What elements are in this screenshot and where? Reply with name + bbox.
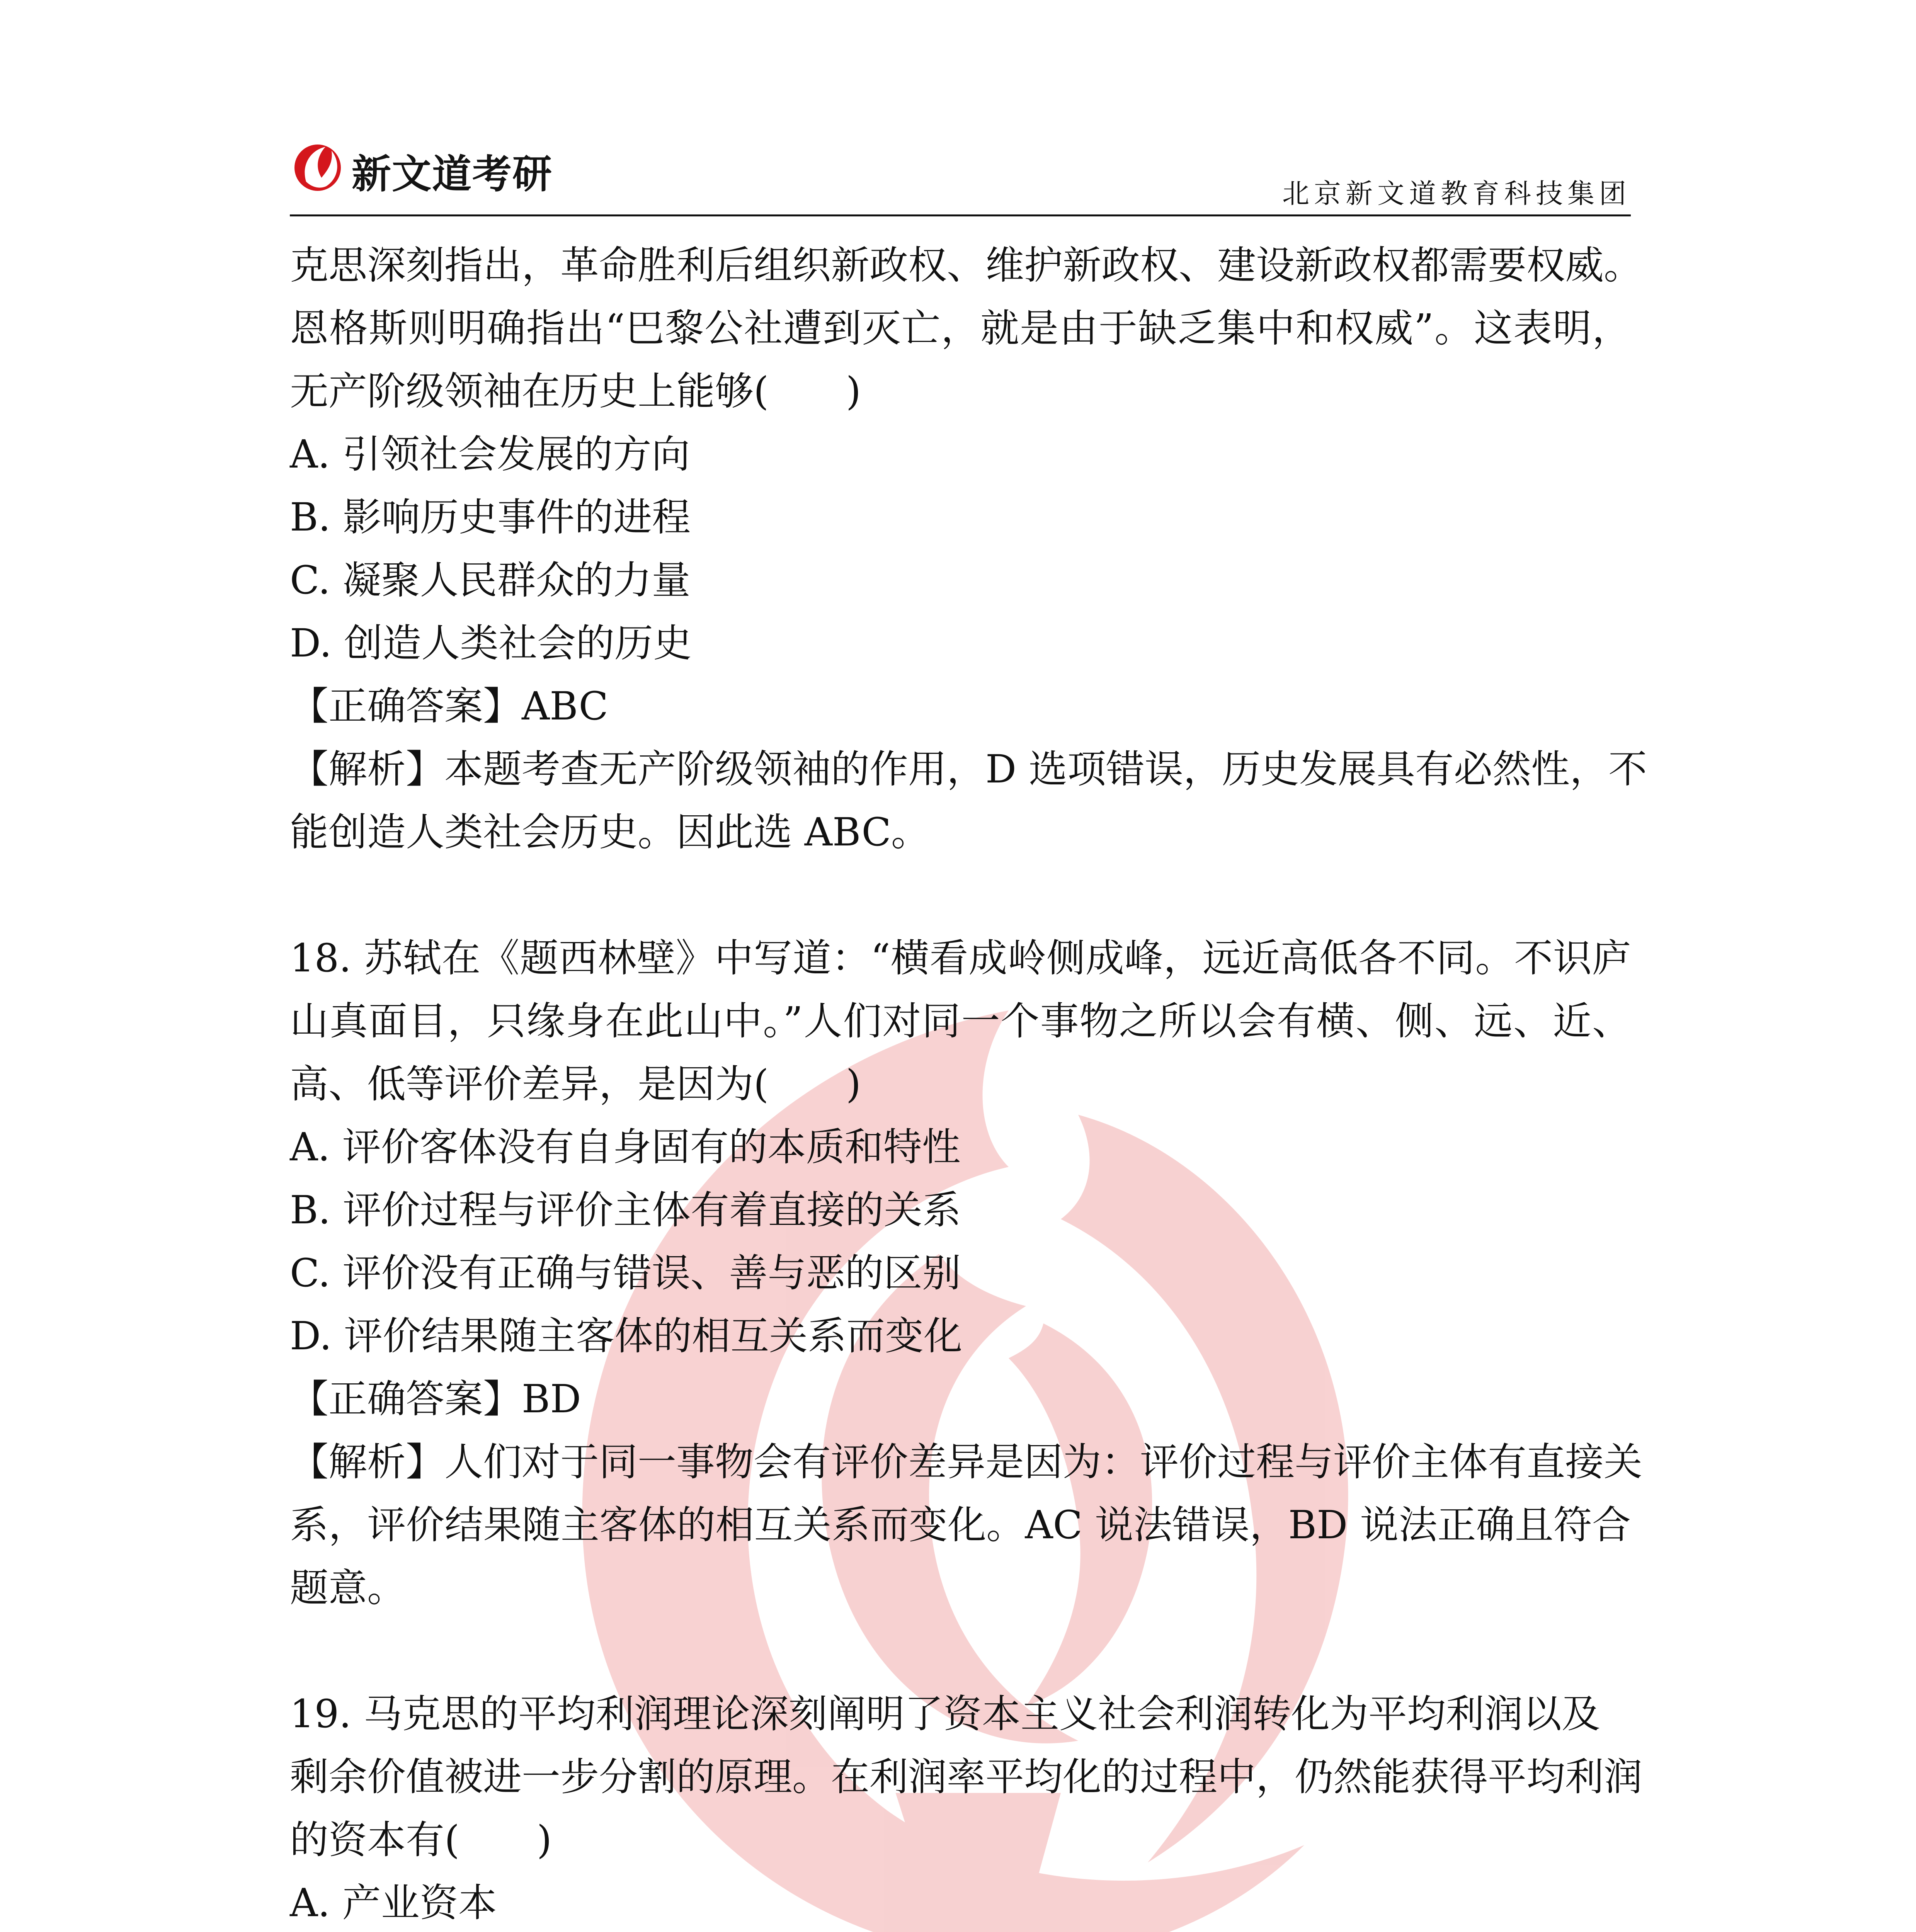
text-line: B. 评价过程与评价主体有着直接的关系 [290, 1187, 961, 1233]
text-line: 【正确答案】ABC [290, 684, 609, 729]
text-line: A. 引领社会发展的方向 [290, 432, 690, 477]
brand-name: 新文道考研 [352, 151, 553, 197]
page-header [290, 135, 1631, 218]
paragraph-gap [290, 1619, 1631, 1682]
organization-name: 北京新文道教育科技集团 [1282, 178, 1631, 209]
text-line: 山真面目，只缘身在此山中。”人们对同一个事物之所以会有横、侧、远、近、 [290, 998, 1631, 1044]
text-line: 高、低等评价差异，是因为( ) [290, 1061, 861, 1107]
text-line: D. 评价结果随主客体的相互关系而变化 [290, 1313, 963, 1359]
text-line: 【解析】人们对于同一事物会有评价差异是因为：评价过程与评价主体有直接关 [290, 1439, 1642, 1485]
text-line: 【解析】本题考查无产阶级领袖的作用，D 选项错误，历史发展具有必然性，不 [290, 747, 1647, 792]
text-line: C. 评价没有正确与错误、善与恶的区别 [290, 1250, 961, 1296]
text-line: 恩格斯则明确指出“巴黎公社遭到灭亡，就是由于缺乏集中和权威”。这表明， [290, 306, 1631, 351]
text-line: 剩余价值被进一步分割的原理。在利润率平均化的过程中，仍然能获得平均利润 [290, 1754, 1642, 1799]
text-line: C. 凝聚人民群众的力量 [290, 558, 691, 603]
header-rule [290, 214, 1631, 216]
text-line: D. 创造人类社会的历史 [290, 621, 692, 666]
paragraph-gap [290, 864, 1631, 927]
document-body [290, 234, 1647, 1932]
text-line: 18. 苏轼在《题西林壁》中写道：“横看成岭侧成峰，远近高低各不同。不识庐 [290, 935, 1631, 981]
text-line: A. 产业资本 [290, 1880, 497, 1925]
text-line: 克思深刻指出，革命胜利后组织新政权、维护新政权、建设新政权都需要权威。 [290, 243, 1642, 288]
text-line: 系，评价结果随主客体的相互关系而变化。AC 说法错误，BD 说法正确且符合 [290, 1502, 1631, 1548]
text-line: 题意。 [290, 1565, 406, 1611]
text-line: 无产阶级领袖在历史上能够( ) [290, 369, 861, 414]
text-line: A. 评价客体没有自身固有的本质和特性 [290, 1124, 961, 1170]
text-line: 的资本有( ) [290, 1817, 552, 1862]
text-line: 【正确答案】BD [290, 1376, 581, 1422]
text-line: 能创造人类社会历史。因此选 ABC。 [290, 810, 930, 855]
text-line: B. 影响历史事件的进程 [290, 495, 691, 540]
text-line: 19. 马克思的平均利润理论深刻阐明了资本主义社会利润转化为平均利润以及 [290, 1691, 1600, 1736]
